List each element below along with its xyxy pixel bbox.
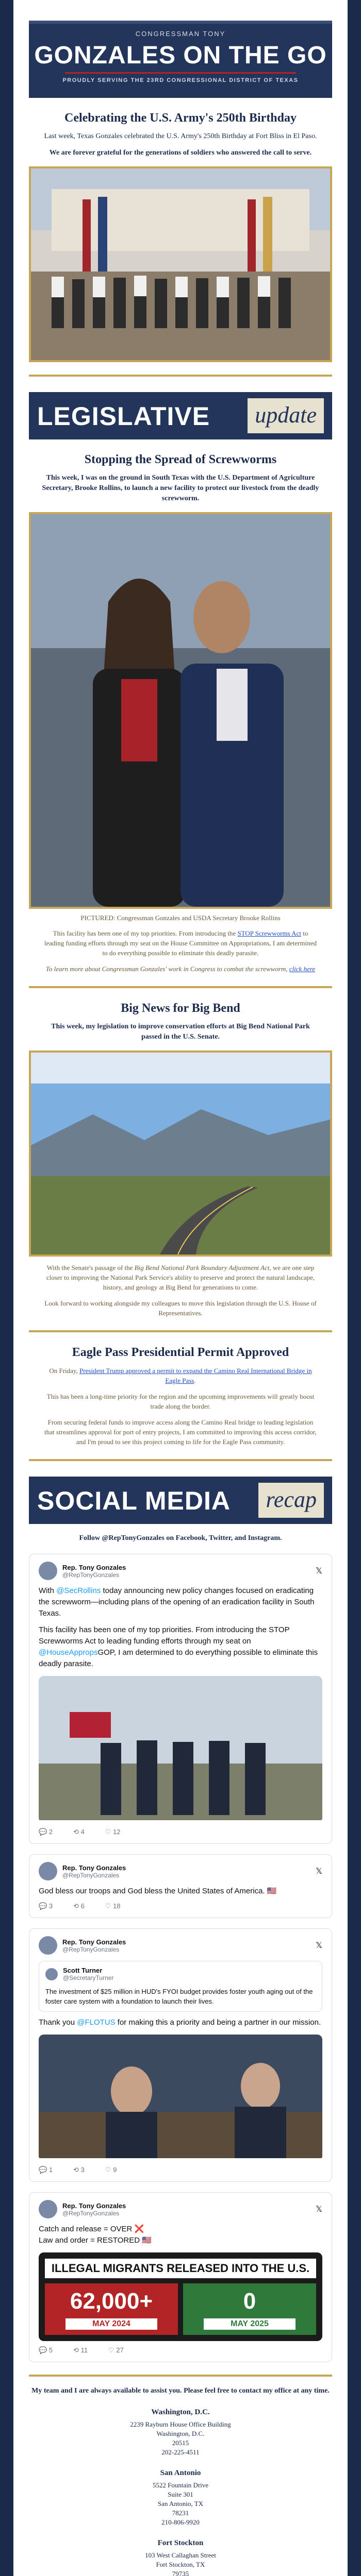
like-count: 18 [113,1902,121,1910]
header-banner [29,21,332,98]
tweet-header [39,2200,322,2218]
eagle-pass-note-2: This has been a long-time priority for the region and the upcoming improvements will greatly boost trade along the border. [46,1393,315,1410]
repost-count: 3 [80,2166,85,2174]
office-block [29,2408,332,2457]
like-button[interactable]: ♡ 27 [108,2346,124,2354]
header-title: GONZALES ON THE GO [34,42,327,69]
graphic-title: ILLEGAL MIGRANTS RELEASED INTO THE U.S. [45,2259,316,2278]
graphic-right-value: 0 [243,2289,256,2314]
migrant-release-graphic[interactable] [39,2252,322,2341]
avatar[interactable] [39,1562,57,1580]
tweet-mention[interactable]: @FLOTUS [77,2018,116,2027]
bigbend-photo [29,1050,332,1257]
tweet-text [39,1585,322,1619]
tweet-author-handle[interactable]: @RepTonyGonzales [62,1945,120,1953]
tweet-mention[interactable]: @SecRollins [56,1586,101,1595]
repost-button[interactable]: ⟲ 3 [73,2166,85,2174]
reply-count: 5 [48,2346,53,2354]
tweet-text-a: Thank you [39,2018,75,2027]
avatar[interactable] [39,1862,57,1880]
graphic-left-panel [45,2283,178,2335]
tweet-author-handle[interactable]: @RepTonyGonzales [62,1871,120,1879]
legislative-banner-title: LEGISLATIVE [37,402,210,431]
eagle-pass-permit-link[interactable]: President Trump approved a permit to expand the Camino Real International Bridge in Eagle Pass [79,1367,312,1384]
bigbend-note [44,1263,317,1292]
repost-count: 6 [80,1902,85,1910]
army-paragraph-2: We are forever grateful for the generations of soldiers who answered the call to serve. [49,149,312,157]
bigbend-note-2: Look forward to working alongside my colleagues to move this legislation through the U.S. House of Representatives. [44,1299,317,1317]
tweet-actions [39,2166,322,2174]
contact-cta: My team and I are always available to assist you. Please feel free to contact my office at any time. [31,2387,330,2395]
office-line: 210-806-9920 [161,2518,200,2526]
bigbend-heading: Big News for Big Bend [121,1002,240,1015]
newsletter-body [13,0,348,2576]
like-button[interactable]: ♡ 9 [105,2166,117,2174]
repost-count: 11 [80,2346,88,2354]
section-divider [29,2375,332,2377]
office-block [29,2468,332,2527]
tweet-text-d: GOP, I am determined to do everything possible to eliminate this deadly parasite. [39,1648,318,1668]
legislative-update-banner [29,392,332,439]
office-line: Fort Stockton, TX [156,2561,205,2568]
graphic-right-label: MAY 2025 [204,2318,296,2330]
graphic-left-label: MAY 2024 [65,2318,157,2330]
office-line: 78231 [172,2509,189,2517]
reply-count: 3 [48,1902,53,1910]
office-city: San Antonio [160,2469,201,2477]
army-heading: Celebrating the U.S. Army's 250th Birthday [64,111,297,125]
tweet-author-name[interactable]: Rep. Tony Gonzales [62,1863,126,1872]
reply-count: 2 [48,1828,53,1836]
tweet-author-handle[interactable]: @RepTonyGonzales [62,2209,120,2217]
tweet-media[interactable] [39,1676,322,1823]
screwworm-click-here-link[interactable]: click here [289,965,316,973]
reply-button[interactable]: 💬 1 [39,2166,53,2174]
bigbend-paragraph: This week, my legislation to improve conservation efforts at Big Bend National Park passed in the U.S. Senate. [51,1023,310,1041]
army-photo-image [31,168,330,360]
social-banner-title: SOCIAL MEDIA [37,1486,231,1515]
quoted-tweet[interactable] [39,1961,322,2012]
avatar[interactable] [39,2200,57,2218]
tweet-media[interactable] [39,2035,322,2161]
tweet-text [39,2017,322,2028]
graphic-right-panel [183,2283,316,2335]
bigbend-note-text-a: With the Senate's passage of the [46,1264,133,1272]
tweet-media-image [39,1676,322,1820]
follow-line: Follow @RepTonyGonzales on Facebook, Twitter, and Instagram. [79,1534,282,1542]
screwworm-photo [29,512,332,909]
screwworm-note-text-b: to leading funding efforts through my seat on the House Committee on Appropriations, I am determined to do everything possible to eliminate this deadly parasite. [44,929,317,957]
eagle-note-text-b: . [194,1377,196,1384]
header-divider [65,72,296,74]
reply-button[interactable]: 💬 2 [39,1828,53,1836]
quoted-author-name[interactable]: Scott Turner [63,1967,103,1974]
office-line: 2239 Rayburn House Office Building [130,2420,231,2428]
screwworm-learn-text: To learn more about Congressman Gonzales' work in Congress to combat the screwworm, [45,965,288,973]
office-line: Suite 301 [168,2490,193,2498]
x-logo-icon[interactable]: 𝕏 [316,2205,322,2214]
office-line: 5522 Fountain Drive [152,2481,209,2489]
tweet-text-c: This facility has been one of my top priorities. From introducing the STOP Screwworms Act to leading funding efforts through my seat on [39,1625,290,1646]
section-divider [29,986,332,988]
tweet-card[interactable] [29,1854,332,1918]
tweet-text-b: today announcing new policy changes focused on eradicating the screwworm—including plans of the opening of an eradication facility in South Texas. [39,1586,315,1618]
header-subtitle: PROUDLY SERVING THE 23RD CONGRESSIONAL DISTRICT OF TEXAS [62,77,299,83]
tweet-header [39,1936,322,1955]
tweet-actions [39,1828,322,1836]
repost-button[interactable]: ⟲ 11 [73,2346,88,2354]
eagle-pass-note-3: From securing federal funds to improve access along the Camino Real bridge to leading legislation that streamlines approval for port of entry projects, I am committed to improving this access corridor, and I'm proud to see this project coming to life for the Eagle Pass community. [44,1418,317,1446]
tweet-card[interactable] [29,1928,332,2182]
screwworm-photo-image [31,514,330,907]
office-line: San Antonio, TX [157,2500,204,2507]
like-count: 9 [113,2166,117,2174]
x-logo-icon[interactable]: 𝕏 [316,1867,322,1876]
legislative-banner-script: update [248,398,324,433]
office-block [29,2538,332,2576]
like-count: 12 [113,1828,121,1836]
like-button[interactable]: ♡ 18 [105,1902,121,1910]
avatar[interactable] [39,1936,57,1955]
repost-button[interactable]: ⟲ 6 [73,1902,85,1910]
bigbend-note-text-b: , we are one step closer to improving the National Park Service's ability to preserve and protect the natural landscape, history, and geology at Big Bend for generations to come. [46,1264,315,1291]
tweet-text-b: for making this a priority and being a partner in our mission. [117,2018,321,2027]
tweet-media-image [39,2035,322,2158]
eagle-pass-note [44,1366,317,1385]
header-top-line: CONGRESSMAN TONY [135,30,226,38]
screwworm-note-text-a: This facility has been one of my top priorities. From introducing the [53,929,236,937]
screwworm-caption: PICTURED: Congressman Gonzales and USDA Secretary Brooke Rollins [80,914,281,922]
office-line: 103 West Callaghan Street [145,2551,216,2559]
tweet-author-name[interactable]: Rep. Tony Gonzales [62,1938,126,1946]
reply-button[interactable]: 💬 5 [39,2346,53,2354]
like-count: 27 [116,2346,124,2354]
tweet-card[interactable] [29,2192,332,2362]
repost-count: 4 [80,1828,85,1836]
reply-button[interactable]: 💬 3 [39,1902,53,1910]
section-divider [29,1459,332,1461]
office-city: Fort Stockton [157,2539,204,2547]
office-line: 202-225-4511 [161,2448,200,2456]
tweet-actions [39,2346,322,2354]
graphic-panels [45,2283,316,2335]
bigbend-act-name: Big Bend National Park Boundary Adjustment Act [134,1264,270,1272]
office-line: 20515 [172,2439,189,2447]
section-divider [29,375,332,377]
reply-count: 1 [48,2166,53,2174]
tweet-actions [39,1902,322,1910]
tweet-header [39,1562,322,1580]
tweet-text-2 [39,1624,322,1670]
screwworm-heading: Stopping the Spread of Screwworms [84,453,277,466]
quoted-tweet-header [45,1967,316,1981]
stop-screwworms-act-link[interactable]: STOP Screwworms Act [237,929,301,937]
tweet-author-name[interactable]: Rep. Tony Gonzales [62,1563,126,1571]
quoted-author-handle[interactable]: @SecretaryTurner [63,1974,114,1981]
bigbend-photo-image [31,1053,330,1255]
repost-button[interactable]: ⟲ 4 [73,1828,85,1836]
like-button[interactable]: ♡ 12 [105,1828,121,1836]
tweet-author-name[interactable]: Rep. Tony Gonzales [62,2201,126,2210]
eagle-pass-heading: Eagle Pass Presidential Permit Approved [72,1346,289,1359]
avatar[interactable] [45,1968,58,1980]
quoted-tweet-text: The investment of $25 million in HUD's FYOI budget provides foster youth aging out of the foster care system with a foundation to launch their lives. [45,1988,313,2005]
social-banner-script: recap [258,1483,324,1518]
screwworm-note [44,928,317,958]
tweet-text: Catch and release = OVER ❌ Law and order = RESTORED 🇺🇸 [39,2225,152,2245]
x-logo-icon[interactable]: 𝕏 [316,1567,322,1575]
office-line: Washington, D.C. [156,2430,205,2437]
banner-stripe [29,21,332,24]
tweet-header [39,1862,322,1880]
office-city: Washington, D.C. [151,2408,210,2416]
x-logo-icon[interactable]: 𝕏 [316,1941,322,1950]
tweet-mention-2[interactable]: @HouseApprops [39,1648,98,1657]
section-divider [29,1330,332,1332]
office-list [29,2408,332,2576]
social-media-recap-banner [29,1477,332,1524]
tweet-author-handle[interactable]: @RepTonyGonzales [62,1571,120,1579]
tweet-text-a: With [39,1586,54,1595]
tweet-card[interactable] [29,1554,332,1844]
tweet-text: God bless our troops and God bless the United States of America. 🇺🇸 [39,1887,277,1895]
office-line: 79735 [172,2570,189,2576]
army-photo [29,166,332,362]
eagle-note-text-a: On Friday, [49,1367,78,1375]
screwworm-learn-more [44,964,317,974]
graphic-left-value: 62,000+ [70,2289,153,2314]
army-paragraph: Last week, Texas Gonzales celebrated the U.S. Army's 250th Birthday at Fort Bliss in El Paso. [44,132,317,140]
screwworm-paragraph: This week, I was on the ground in South Texas with the U.S. Department of Agriculture Secretary, Brooke Rollins, to launch a new facility to protect our livestock from the deadly screwworm. [42,474,319,502]
